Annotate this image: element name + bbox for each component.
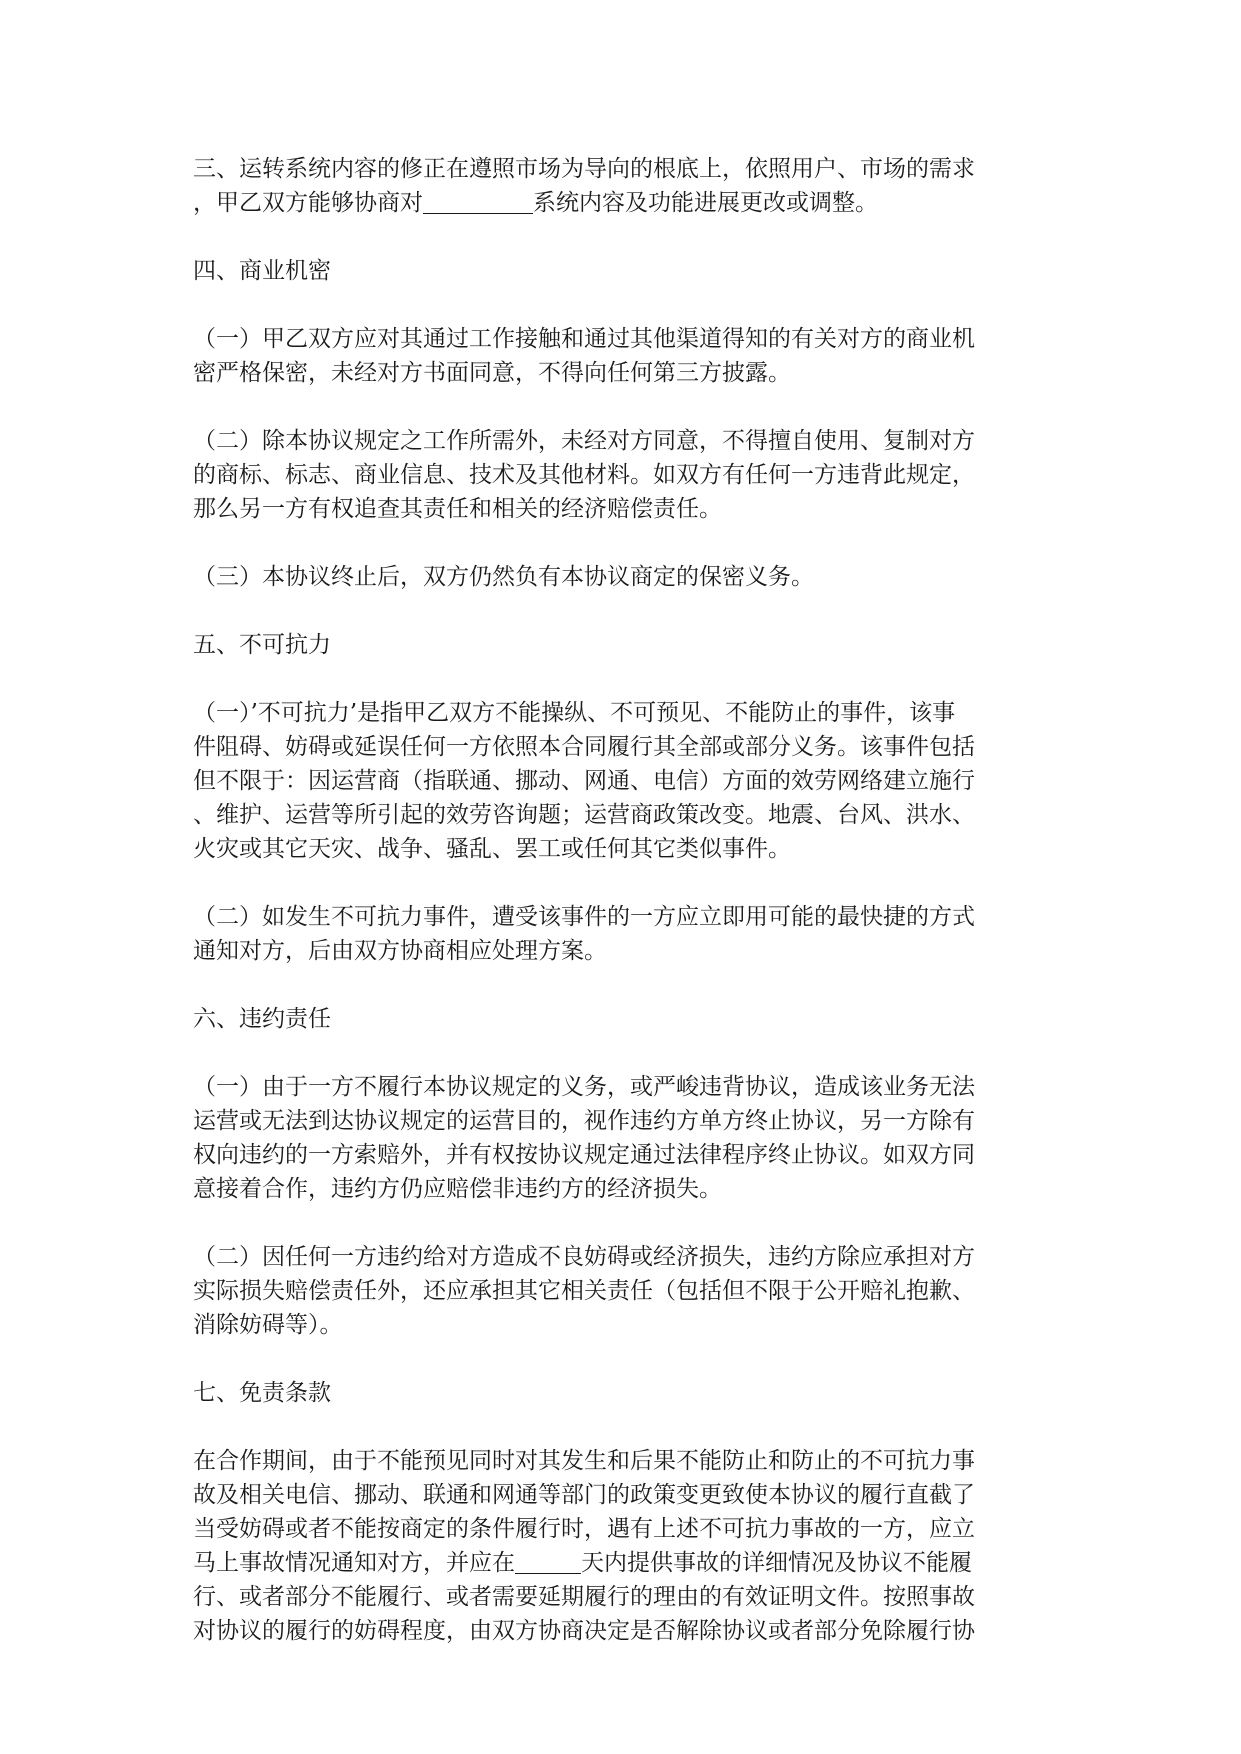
fill-in-blank — [515, 1549, 581, 1574]
clause-six-2-paragraph — [193, 1240, 1055, 1342]
heading-text: 四、商业机密 — [193, 258, 331, 284]
text-line: 实际损失赔偿责任外，还应承担其它相关责任（包括但不限于公开赔礼抱歉、 — [193, 1278, 975, 1304]
text-line: （二）除本协议规定之工作所需外，未经对方同意，不得擅自使用、复制对方 — [193, 428, 975, 454]
text-line: 行、或者部分不能履行、或者需要延期履行的理由的有效证明文件。按照事故 — [193, 1584, 975, 1610]
section-heading-seven — [193, 1376, 1055, 1410]
text-segment: 系统内容及功能进展更改或调整。 — [533, 190, 878, 216]
heading-text: 七、免责条款 — [193, 1380, 331, 1406]
text-line: 当受妨碍或者不能按商定的条件履行时，遇有上述不可抗力事故的一方，应立 — [193, 1516, 975, 1542]
clause-four-1-paragraph — [193, 322, 1055, 390]
fill-in-blank — [423, 189, 533, 214]
text-line: 三、运转系统内容的修正在遵照市场为导向的根底上，依照用户、市场的需求 — [193, 156, 975, 182]
clause-four-2-paragraph — [193, 424, 1055, 526]
text-line: （一）甲乙双方应对其通过工作接触和通过其他渠道得知的有关对方的商业机 — [193, 326, 975, 352]
text-segment: 天内提供事故的详细情况及协议不能履 — [581, 1550, 972, 1576]
text-segment: 马上事故情况通知对方，并应在 — [193, 1550, 515, 1576]
text-line: 消除妨碍等）。 — [193, 1312, 343, 1338]
text-line: （三）本协议终止后，双方仍然负有本协议商定的保密义务。 — [193, 564, 814, 590]
text-line: 的商标、标志、商业信息、技术及其他材料。如双方有任何一方违背此规定， — [193, 462, 975, 488]
section-heading-six — [193, 1002, 1055, 1036]
clause-five-1-paragraph — [193, 696, 1055, 866]
heading-text: 六、违约责任 — [193, 1006, 331, 1032]
text-line — [193, 186, 1055, 220]
text-line: 那么另一方有权追查其责任和相关的经济赔偿责任。 — [193, 496, 722, 522]
text-line: （二）因任何一方违约给对方造成不良妨碍或经济损失，违约方除应承担对方 — [193, 1244, 975, 1270]
clause-three-paragraph — [193, 152, 1055, 220]
text-line: 火灾或其它天灾、战争、骚乱、罢工或任何其它类似事件。 — [193, 836, 791, 862]
text-segment: ，甲乙双方能够协商对 — [193, 190, 423, 216]
text-line: 运营或无法到达协议规定的运营目的，视作违约方单方终止协议，另一方除有 — [193, 1108, 975, 1134]
clause-seven-paragraph — [193, 1444, 1055, 1648]
text-line: 故及相关电信、挪动、联通和网通等部门的政策变更致使本协议的履行直截了 — [193, 1482, 975, 1508]
section-heading-four — [193, 254, 1055, 288]
heading-text: 五、不可抗力 — [193, 632, 331, 658]
text-line: 权向违约的一方索赔外，并有权按协议规定通过法律程序终止协议。如双方同 — [193, 1142, 975, 1168]
text-line: 通知对方，后由双方协商相应处理方案。 — [193, 938, 607, 964]
clause-four-3-paragraph — [193, 560, 1055, 594]
text-line: 对协议的履行的妨碍程度，由双方协商决定是否解除协议或者部分免除履行协 — [193, 1618, 975, 1644]
clause-five-2-paragraph — [193, 900, 1055, 968]
text-line: 意接着合作，违约方仍应赔偿非违约方的经济损失。 — [193, 1176, 722, 1202]
text-line: 但不限于：因运营商（指联通、挪动、网通、电信）方面的效劳网络建立施行 — [193, 768, 975, 794]
text-line: 密严格保密，未经对方书面同意，不得向任何第三方披露。 — [193, 360, 791, 386]
text-line: （一）由于一方不履行本协议规定的义务，或严峻违背协议，造成该业务无法 — [193, 1074, 975, 1100]
clause-six-1-paragraph — [193, 1070, 1055, 1206]
text-line: 件阻碍、妨碍或延误任何一方依照本合同履行其全部或部分义务。该事件包括 — [193, 734, 975, 760]
text-line: （一）’不可抗力’是指甲乙双方不能操纵、不可预见、不能防止的事件，该事 — [193, 700, 956, 726]
text-line: 、维护、运营等所引起的效劳咨询题；运营商政策改变。地震、台风、洪水、 — [193, 802, 975, 828]
text-line: （二）如发生不可抗力事件，遭受该事件的一方应立即用可能的最快捷的方式 — [193, 904, 975, 930]
section-heading-five — [193, 628, 1055, 662]
text-line: 在合作期间，由于不能预见同时对其发生和后果不能防止和防止的不可抗力事 — [193, 1448, 975, 1474]
text-line — [193, 1546, 1055, 1580]
document-body — [193, 152, 1055, 1682]
